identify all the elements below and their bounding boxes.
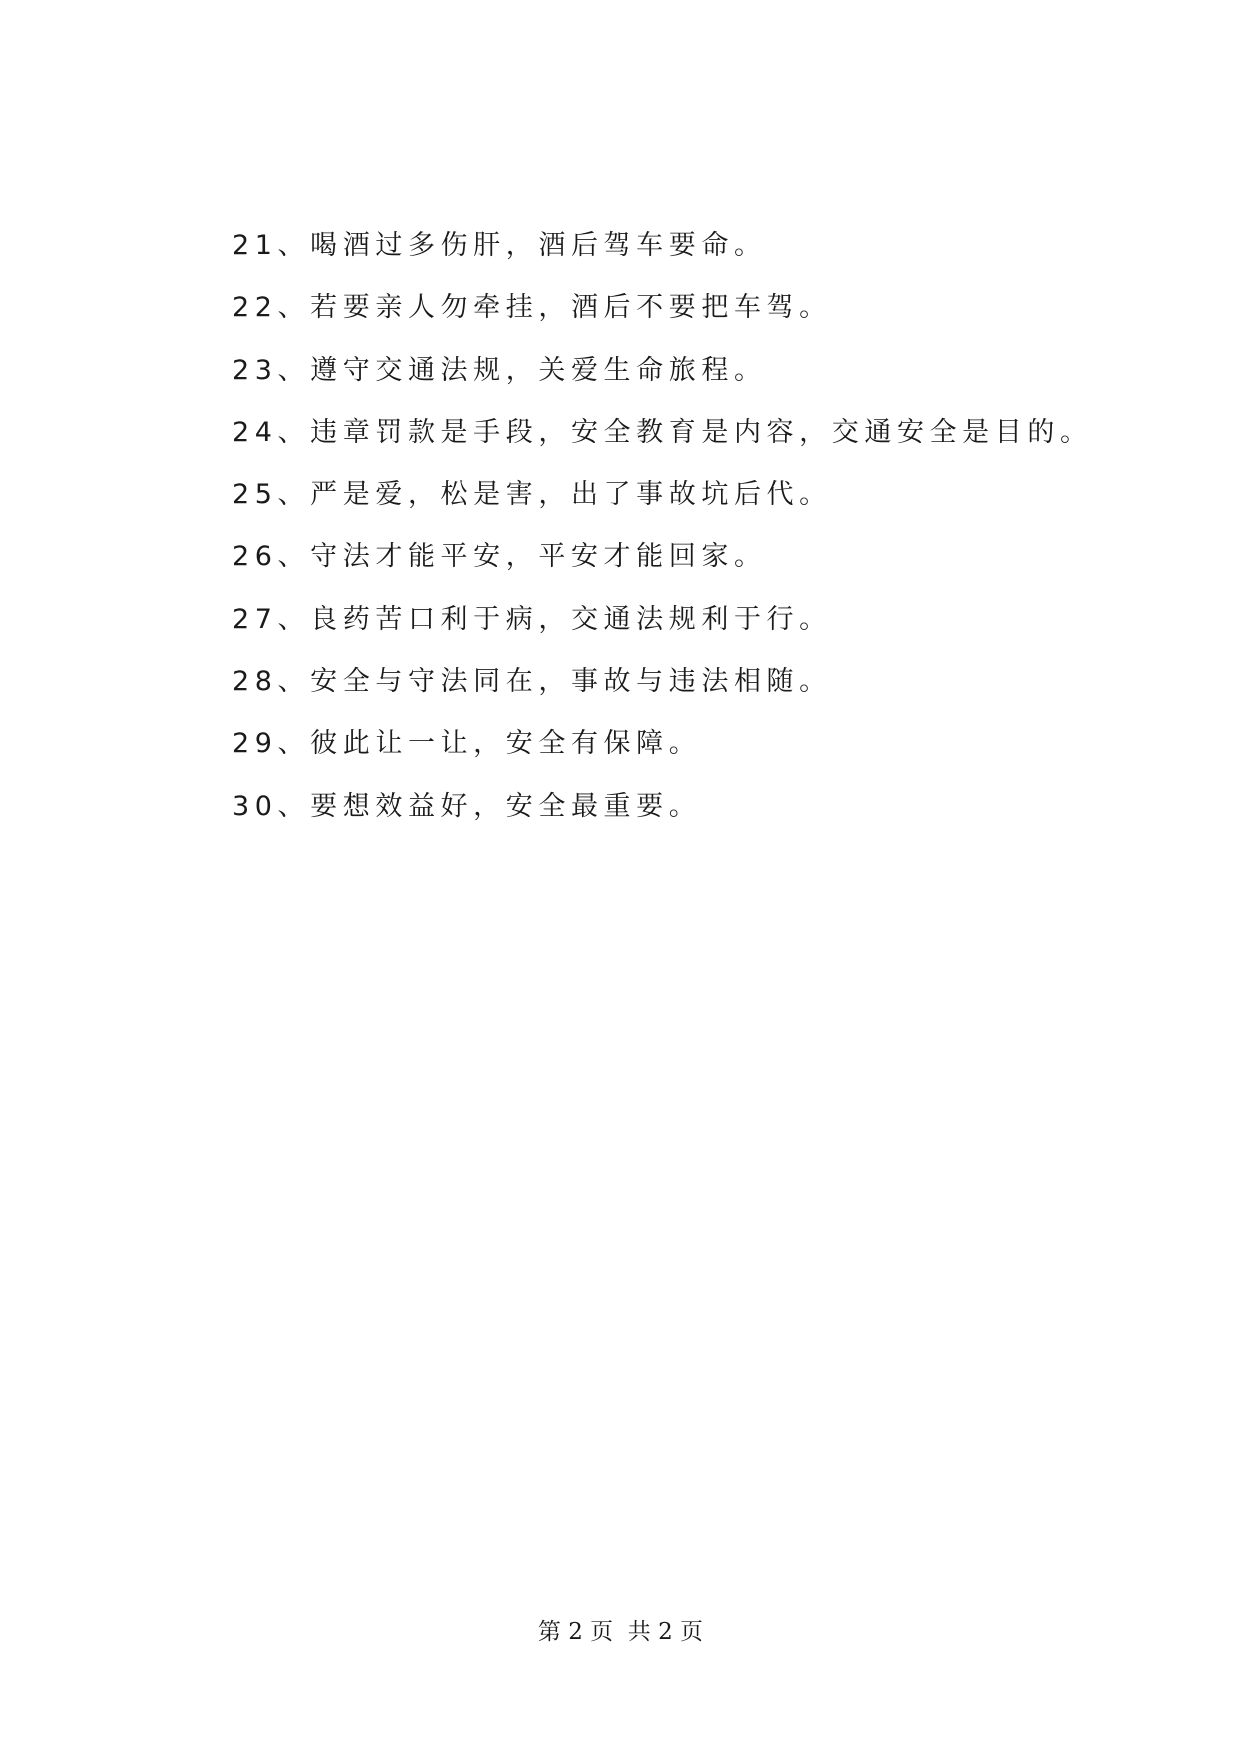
slogan-item-29: 29、彼此让一让，安全有保障。 [232, 728, 702, 760]
slogan-item-28: 28、安全与守法同在，事故与违法相随。 [232, 666, 832, 698]
slogan-item-27: 27、良药苦口利于病，交通法规利于行。 [232, 603, 832, 635]
slogan-item-23: 23、遵守交通法规，关爱生命旅程。 [232, 354, 767, 386]
page-number-footer: 第 2 页 共 2 页 [537, 1619, 704, 1645]
slogan-item-21: 21、喝酒过多伤肝，酒后驾车要命。 [232, 230, 767, 261]
slogan-item-26: 26、守法才能平安，平安才能回家。 [232, 541, 767, 573]
slogan-item-30: 30、要想效益好，安全最重要。 [232, 790, 702, 822]
slogan-list [232, 232, 1232, 855]
slogan-item-22: 22、若要亲人勿牵挂，酒后不要把车驾。 [232, 292, 832, 324]
document-body [232, 232, 1232, 855]
slogan-item-25: 25、严是爱，松是害，出了事故坑后代。 [232, 479, 832, 511]
slogan-item-24: 24、违章罚款是手段，安全教育是内容，交通安全是目的。 [232, 416, 1093, 448]
